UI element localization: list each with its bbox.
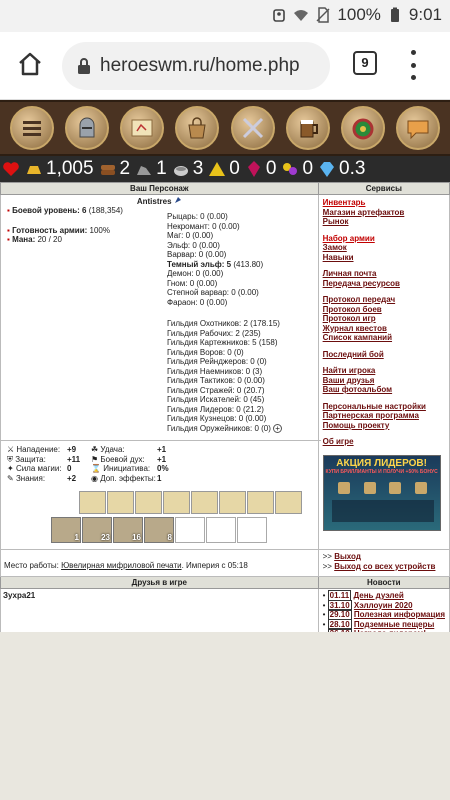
- sulfur-icon: [208, 160, 226, 178]
- health-resource: [2, 160, 20, 178]
- link-quest-log[interactable]: Журнал квестов: [322, 323, 387, 333]
- mana-label: Мана:: [12, 235, 36, 244]
- diamonds-resource: [318, 158, 365, 180]
- link-skills[interactable]: Навыки: [322, 252, 354, 262]
- link-find-player[interactable]: Найти игрока: [322, 366, 376, 375]
- logout-cell: >> Выход >> Выход со всех устройств: [318, 550, 449, 577]
- morale-icon: ⚑: [91, 454, 99, 464]
- faction-dark-elf-value: (413.80): [233, 259, 264, 269]
- faction-dwarf: Гном: 0 (0.00): [167, 278, 218, 288]
- news-title[interactable]: Подземные пещеры: [353, 619, 435, 629]
- knowledge-label: Знания:: [15, 473, 46, 483]
- character-header: Ваш Персонаж: [1, 183, 319, 195]
- guild-rangers: Гильдия Рейнджеров: 0 (0): [167, 357, 267, 366]
- army-slot-5[interactable]: [175, 517, 205, 543]
- guild-guards: Гильдия Стражей: 0 (20.7): [167, 385, 265, 395]
- expand-icon[interactable]: +: [273, 424, 282, 433]
- initiative-value: 0%: [157, 464, 169, 473]
- equipment-slot-helmet[interactable]: [79, 491, 106, 514]
- logout-all-link[interactable]: Выход со всех устройств: [334, 561, 436, 571]
- attack-label: Нападение:: [16, 445, 61, 454]
- main-menu-icon[interactable]: [10, 106, 54, 150]
- guild-leaders: Гильдия Лидеров: 0 (21.2): [167, 404, 264, 414]
- link-last-battle[interactable]: Последний бой: [322, 349, 384, 359]
- faction-knight: Рыцарь: 0 (0.00): [167, 212, 228, 221]
- army-slot-4[interactable]: [144, 517, 174, 543]
- link-game-log[interactable]: Протокол игр: [322, 314, 376, 323]
- effects-icon: ◉: [91, 473, 98, 483]
- knowledge-icon: ✎: [7, 473, 14, 483]
- news-title[interactable]: Хэллоуин 2020: [353, 600, 413, 610]
- news-header: Новости: [318, 577, 449, 589]
- news-item[interactable]: • 28.10 Подземные пещеры: [322, 619, 435, 629]
- news-date: 01.11: [329, 591, 350, 600]
- army-count-2: 23: [101, 533, 110, 542]
- equipment-slot-armor[interactable]: [135, 491, 162, 514]
- wifi-icon: [293, 7, 309, 23]
- ore-icon: [135, 160, 153, 178]
- link-recruit-army[interactable]: Набор армии: [322, 233, 375, 243]
- news-date: 31.10: [329, 600, 350, 610]
- game-nav-bar: [0, 100, 450, 156]
- roulette-icon[interactable]: [341, 106, 385, 150]
- news-date: 29.10: [329, 610, 350, 619]
- gold-icon: [25, 160, 43, 178]
- faction-mage: Маг: 0 (0.00): [167, 231, 214, 240]
- wood-resource: [99, 158, 131, 180]
- faction-icon: [174, 196, 182, 204]
- sulfur-value: 0: [229, 158, 240, 179]
- initiative-icon: ⌛: [91, 464, 101, 473]
- mercury-value: 3: [192, 158, 204, 179]
- character-name: Antistres: [136, 197, 172, 206]
- empire-since: . Империя с 05:18: [181, 561, 248, 570]
- news-date: 28.10: [329, 619, 350, 629]
- link-transfer-resources[interactable]: Передача ресурсов: [322, 278, 400, 288]
- link-transfer-log[interactable]: Протокол передач: [322, 295, 396, 304]
- tab-switcher-button[interactable]: 9: [353, 51, 377, 75]
- defense-label: Защита:: [15, 454, 46, 464]
- news-title[interactable]: Полезная информация: [353, 610, 445, 619]
- battery-percent: 100%: [337, 5, 381, 24]
- crossed-swords-icon[interactable]: [231, 106, 275, 150]
- friend-item[interactable]: Зухра21: [3, 591, 36, 600]
- morale-value: +1: [157, 454, 167, 464]
- guild-thieves: Гильдия Воров: 0 (0): [167, 347, 244, 357]
- workplace-label: Место работы:: [4, 561, 59, 570]
- workplace-link[interactable]: Ювелирная мифриловой печати: [61, 561, 182, 570]
- equipment-slot-ring[interactable]: [275, 491, 302, 514]
- faction-pharaoh: Фараон: 0 (0.00): [167, 297, 228, 307]
- link-partner-program[interactable]: Партнерская программа: [322, 411, 419, 420]
- link-castle[interactable]: Замок: [322, 243, 347, 252]
- home-icon[interactable]: [16, 50, 44, 78]
- link-settings[interactable]: Персональные настройки: [322, 401, 426, 411]
- address-bar[interactable]: [62, 42, 330, 90]
- combat-exp: (188,354): [88, 206, 123, 215]
- crystal-icon: [245, 160, 263, 178]
- luck-value: +1: [157, 445, 167, 454]
- gold-value: 1,005: [46, 158, 94, 179]
- equipment-slot-shield[interactable]: [247, 491, 274, 514]
- combat-level-label: Боевой уровень:: [12, 206, 80, 215]
- mercury-resource: [172, 158, 204, 180]
- army-slot-3[interactable]: [113, 517, 143, 543]
- gold-resource: [25, 158, 94, 180]
- guild-seekers: Гильдия Искателей: 0 (45): [167, 395, 265, 404]
- gems-icon: [281, 160, 299, 178]
- clock: 9:01: [408, 5, 442, 24]
- mana-value: 20 / 20: [37, 235, 62, 244]
- luck-label: Удача:: [100, 445, 125, 454]
- resources-bar: [0, 156, 450, 182]
- sulfur-resource: [208, 158, 240, 180]
- faction-elf: Эльф: 0 (0.00): [167, 240, 220, 250]
- faction-dark-elf: Темный эльф: 5: [167, 259, 232, 269]
- crystals-value: 0: [265, 158, 277, 179]
- equipment-slot-bow[interactable]: [219, 491, 246, 514]
- knight-helmet-icon[interactable]: [65, 106, 109, 150]
- equipment-slot-cloak[interactable]: [163, 491, 190, 514]
- workplace-row: [1, 550, 319, 577]
- attack-value: +9: [67, 445, 77, 454]
- army-slot-1[interactable]: [51, 517, 81, 543]
- no-sim-icon: [315, 7, 331, 23]
- defense-icon: ⛨: [7, 454, 13, 464]
- gems-resource: [281, 158, 313, 180]
- faction-barbarian: Варвар: 0 (0.00): [167, 250, 227, 259]
- browser-menu-button[interactable]: [408, 50, 418, 80]
- army-slot-6[interactable]: [206, 517, 236, 543]
- morale-label: Боевой дух:: [100, 454, 145, 464]
- army-slot-7[interactable]: [237, 517, 267, 543]
- battery-icon: [387, 7, 403, 23]
- character-panel: Antistres ▪ Боевой уровень: 6 (188,354) ▪ Готовность армии: 100% ▪ Мана: 20 / 20 Рыцарь: 0 (0.00) Некромант: 0 (0.00) Маг: 0 (0.00) Эльф: 0 (0.00) Варвар: 0 (0.00) Темный эльф: 5 (413.80) Демон: 0 (0.00) Гном: 0 (0.00) Степной варвар: 0 (0.00) Фараон: 0 (0.00) Гильдия Охотников: 2 (178.15) Гильдия Рабочих: 2 (235) Гильдия Картежников: 5 (158) Гильдия Воров: 0 (0) Гильдия Рейнджеров: 0 (0) Гильдия Наемников: 0 (3) Гильдия Тактиков: 0 (0.00) Гильдия Стражей: 0 (20.7) Гильдия Искателей: 0 (45) Гильдия Лидеров: 0 (21.2) Гильдия Кузнецов: 0 (0.00) Гильдия Оружейников: 0 (0) + ⚔ Нападение: +9 ⛨ Защита: +11 ✦ Сила магии: 0 ✎ Знания: +2 ☘ Удача: +1 ⚑ Боевой дух: +1 ⌛ Инициатива: 0% ◉ Доп. эффекты: 1 1 23 16 8: [1, 195, 319, 550]
- diamond-icon: [318, 160, 336, 178]
- news-item[interactable]: • 29.10 Полезная информация: [322, 610, 445, 619]
- link-about[interactable]: Об игре: [322, 437, 354, 446]
- ore-value: 1: [156, 158, 167, 179]
- guild-gamblers: Гильдия Картежников: 5 (158): [167, 338, 278, 347]
- readiness-value: 100%: [89, 225, 110, 235]
- news-item[interactable]: • 01.11 День дуэлей: [322, 591, 404, 600]
- wood-icon: [99, 160, 117, 178]
- services-header: Сервисы: [318, 183, 449, 195]
- page-background: [0, 632, 450, 800]
- url-text: heroeswm.ru/home.php: [100, 55, 300, 76]
- link-friends[interactable]: Ваши друзья: [322, 375, 375, 385]
- tavern-mug-icon[interactable]: [286, 106, 330, 150]
- services-panel: [318, 195, 449, 550]
- initiative-label: Инициатива:: [103, 464, 151, 473]
- map-scroll-icon[interactable]: [120, 106, 164, 150]
- guild-smiths: Гильдия Кузнецов: 0 (0.00): [167, 414, 267, 423]
- banner-subtitle: КУПИ БРИЛЛИАНТЫ И ПОЛУЧИ +50% БОНУС: [325, 468, 438, 475]
- banner-title: АКЦИЯ ЛИДЕРОВ!: [336, 457, 427, 469]
- link-campaigns[interactable]: Список кампаний: [322, 333, 393, 342]
- army-count-4: 8: [167, 533, 172, 542]
- attack-icon: ⚔: [7, 445, 15, 454]
- readiness-label: Готовность армии:: [12, 225, 88, 235]
- news-item[interactable]: • 31.10 Хэллоуин 2020: [322, 600, 413, 610]
- army-count-3: 16: [132, 533, 141, 542]
- guild-armorers: Гильдия Оружейников: 0 (0): [167, 423, 271, 433]
- effects-value: 1: [157, 473, 162, 483]
- link-inventory[interactable]: Инвентарь: [322, 198, 366, 207]
- knowledge-value: +2: [67, 473, 77, 483]
- guild-tacticians: Гильдия Тактиков: 0 (0.00): [167, 376, 265, 385]
- wood-value: 2: [119, 158, 131, 179]
- status-bar: [0, 0, 450, 32]
- promo-banner[interactable]: [323, 455, 441, 531]
- link-mail[interactable]: Личная почта: [322, 269, 377, 278]
- equipment-slot-amulet[interactable]: [107, 491, 134, 514]
- gems-value: 0: [302, 158, 314, 179]
- notification-icon: [271, 7, 287, 23]
- guild-workers: Гильдия Рабочих: 2 (235): [167, 328, 261, 338]
- combat-level-value: 6: [82, 206, 87, 215]
- spellpower-value: 0: [67, 464, 72, 473]
- army-count-1: 1: [74, 533, 79, 542]
- page-content: [0, 182, 450, 651]
- heart-icon: [2, 160, 20, 178]
- luck-icon: ☘: [91, 445, 99, 454]
- link-battle-log[interactable]: Протокол боев: [322, 304, 382, 314]
- ore-resource: [135, 158, 167, 180]
- bag-icon[interactable]: [175, 106, 219, 150]
- spellpower-icon: ✦: [7, 464, 14, 473]
- link-market[interactable]: Рынок: [322, 217, 349, 226]
- guild-mercenaries: Гильдия Наемников: 0 (3): [167, 366, 263, 376]
- faction-necromancer: Некромант: 0 (0.00): [167, 221, 240, 231]
- link-artifact-shop[interactable]: Магазин артефактов: [322, 207, 405, 217]
- guild-hunters: Гильдия Охотников: 2 (178.15): [167, 319, 280, 328]
- lock-icon: [76, 57, 92, 75]
- friends-header: Друзья в игре: [1, 577, 319, 589]
- faction-demon: Демон: 0 (0.00): [167, 269, 224, 278]
- defense-value: +11: [67, 454, 81, 464]
- equipment-slot-weapon[interactable]: [191, 491, 218, 514]
- spellpower-label: Сила магии:: [15, 464, 62, 473]
- mercury-icon: [172, 160, 190, 178]
- logout-link[interactable]: Выход: [334, 552, 361, 561]
- faction-steppe-barbarian: Степной варвар: 0 (0.00): [167, 288, 259, 297]
- link-photo-album[interactable]: Ваш фотоальбом: [322, 385, 393, 394]
- chat-bubble-icon[interactable]: [396, 106, 440, 150]
- browser-toolbar: [0, 32, 450, 100]
- news-title[interactable]: День дуэлей: [353, 591, 404, 600]
- crystals-resource: [245, 158, 277, 180]
- effects-label: Доп. эффекты:: [100, 473, 156, 483]
- link-help-project[interactable]: Помощь проекту: [322, 420, 390, 430]
- diamonds-value: 0.3: [339, 158, 366, 179]
- army-slot-2[interactable]: [82, 517, 112, 543]
